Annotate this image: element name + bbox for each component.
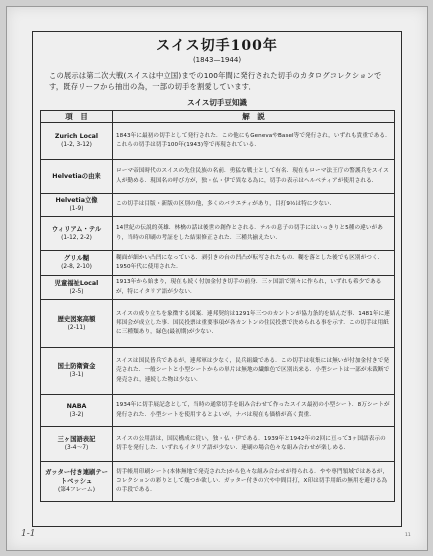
term-number: (2-11) xyxy=(67,324,86,331)
description-cell: 1913年から始まり，現在も続く付加金付き切手の前身．三ヶ国語で別々に作られ，いずれも希少であるが，特にイタリア語が少ない． xyxy=(113,276,395,300)
handwritten-page-note: 1-1 xyxy=(21,529,36,539)
term-number: (1-9) xyxy=(69,206,84,212)
term-name: Helvetiaの由来 xyxy=(52,173,101,180)
table-row xyxy=(41,348,395,395)
term-name: 歴史図案高額 xyxy=(57,315,96,323)
table-row xyxy=(41,194,395,217)
table-row xyxy=(41,395,395,427)
description-cell: スイスは国民皆兵であるが，連邦軍は少なく，民兵組織である．この切手は収集には無いが付加金付きで発売された．一般シートと小型シートからの単片は無地の繊維色で区別出来る．小型シートは一部が未裁断で発売され，連続した物は少ない． xyxy=(113,348,395,395)
term-name: グリル糊 xyxy=(63,255,90,262)
table-row xyxy=(41,462,395,502)
term-number: (1-12, 2-2) xyxy=(61,234,92,241)
term-cell xyxy=(41,348,113,395)
description-cell: 切手帳用印刷シート(本体無地で発売された)から色々な組み合わせが得られる．やや専門領域ではあるが，コレクションの彩りとして幾つか欲しい．ガッター付きの穴や中間目打，X印は切手用紙の無用を避ける為の手段である． xyxy=(113,462,395,502)
term-name: Zurich Local xyxy=(54,133,99,140)
description-cell: 1843年に最初の切手として発行された．この他にもGenevaやBasel等で発行され，いずれも貴重である．これらの切手は切手100年(1943)等で再現されている． xyxy=(113,123,395,160)
glossary-table xyxy=(40,110,395,502)
term-name: 児童福祉Local xyxy=(54,279,99,287)
term-cell xyxy=(41,462,113,502)
column-header-description: 解 説 xyxy=(113,111,395,123)
term-cell xyxy=(41,300,113,348)
term-number: (3-4〜7) xyxy=(64,445,89,451)
term-number: (1-2, 3-12) xyxy=(61,142,92,148)
table-row xyxy=(41,217,395,251)
term-cell xyxy=(41,123,113,160)
term-name: Helvetia立像 xyxy=(55,197,98,204)
term-name: ウィリアム・テル xyxy=(51,225,102,233)
description-cell: スイスの成り立ちを象徴する図案．連邦契約は1291年三つのカントンが協力条約を結んだ事．1481年に連邦国会が成立した事．国民投票は重要事項が各カントンの住民投票で決められる事を示す．この切手は用紙に三種類あり，緑色(最初期)が少ない． xyxy=(113,300,395,348)
term-name: 国土防衛資金 xyxy=(57,363,96,370)
description-cell: ローマ帝国時代のスイスの先住民族の名前．勇猛な戦士として有名．現在もローマ法王庁の警護兵をスイス人が勤める．現国名の呼び方が，独・仏・伊で異なる為に，切手の表示はヘルベティアが使用される． xyxy=(113,160,395,194)
term-cell xyxy=(41,251,113,276)
table-row xyxy=(41,160,395,194)
term-name: ガッター付き連刷テートベッシュ xyxy=(45,469,108,485)
term-cell xyxy=(41,160,113,194)
description-cell: 1934年に切手展記念として，当時の通常切手を組み合わせて作ったスイス最初の小型シート．8万シートが発行された．小型シートを使用するとよいが，ナバは現在も価格が高く貴重． xyxy=(113,395,395,427)
description-cell: スイスの公用語は，国民構成に従い，独・仏・伊である．1939年と1942年の2回に亘って3ヶ国語表示の切手を発行した．いずれもイタリア語が少ない．連刷の場合色々な組み合わせが楽しめる． xyxy=(113,427,395,462)
term-number: (3-1) xyxy=(69,372,84,378)
column-header-term: 項 目 xyxy=(41,111,113,123)
term-number: (第4フレーム) xyxy=(58,487,95,493)
table-row xyxy=(41,251,395,276)
page-title: スイス切手100年 xyxy=(156,38,278,54)
description-cell: 14世紀の伝説的英雄．林檎の話は後世の創作とされる．テルの息子の切手にはいっきりと5種の違いがあり，当時の印刷の考証をした結果修正された．三種共揃えたい． xyxy=(113,217,395,251)
table-row xyxy=(41,300,395,348)
table-header-row xyxy=(41,111,395,123)
term-name: 三ヶ国語表記 xyxy=(57,436,96,443)
album-page xyxy=(6,6,428,551)
term-number: (2-5) xyxy=(69,288,84,295)
term-number: (2-8, 2-10) xyxy=(61,264,92,270)
term-name: NABA xyxy=(66,402,87,410)
term-cell xyxy=(41,217,113,251)
description-cell: この切手は目版・新版の区別の他，多くのバラエティがあり，目打9½は特に少ない． xyxy=(113,194,395,217)
intro-paragraph: この展示は第二次大戦(スイスは中立国)までの100年間に発行された切手のカタログコレクションです，既存リーフから抽出の為，一部の切手を割愛しています． xyxy=(49,71,382,91)
term-cell xyxy=(41,194,113,217)
term-number: (3-2) xyxy=(69,411,84,418)
description-cell: 糊面が細かい凸凹になっている．剥引きの台の凹凸が転写されたもの．糊を落とした後でも区別がつく．1950年代に使用された． xyxy=(113,251,395,276)
table-row xyxy=(41,123,395,160)
term-cell xyxy=(41,395,113,427)
term-cell xyxy=(41,276,113,300)
page-number: 11 xyxy=(405,533,411,538)
term-cell xyxy=(41,427,113,462)
table-row xyxy=(41,276,395,300)
table-row xyxy=(41,427,395,462)
section-heading: スイス切手豆知識 xyxy=(187,98,247,107)
page-subtitle: (1843—1944) xyxy=(192,56,242,64)
